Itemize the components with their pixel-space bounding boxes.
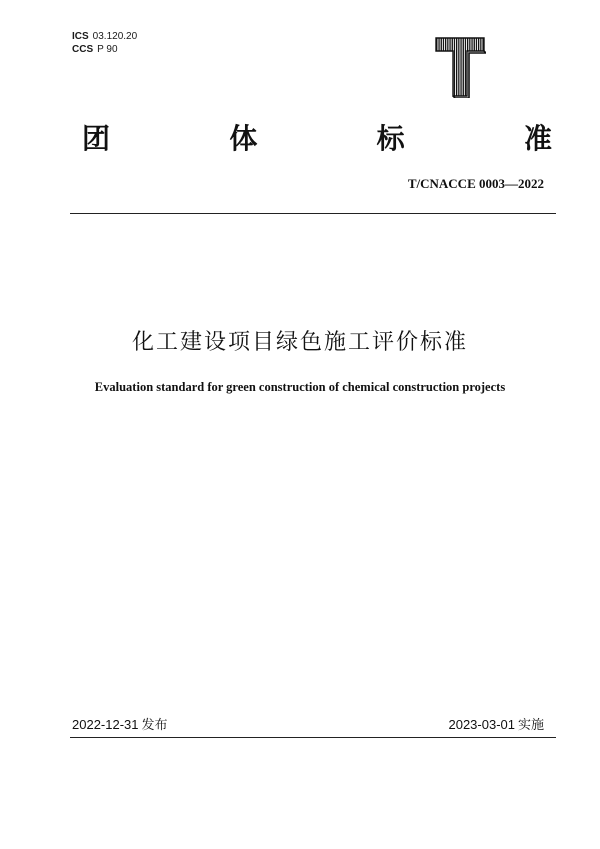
standard-title-english: Evaluation standard for green construction of chemical construction projects <box>94 380 506 394</box>
ics-label: ICS <box>72 31 89 42</box>
bottom-divider <box>70 737 556 738</box>
effective-label: 实施 <box>517 718 544 733</box>
org-title-char: 准 <box>523 122 552 155</box>
standard-title-chinese: 化工建设项目绿色施工评价标准 <box>131 330 468 355</box>
ccs-label: CCS <box>72 44 94 55</box>
standard-number: T/CNACCE 0003—2022 <box>407 176 544 191</box>
effective-date: 2023-03-01 <box>448 717 515 732</box>
ics-code: 03.120.20 <box>92 31 138 42</box>
effective-date-block <box>448 714 544 733</box>
publish-label: 发布 <box>141 718 168 733</box>
org-standard-title <box>82 117 552 157</box>
org-title-char: 体 <box>229 122 258 155</box>
org-title-char: 团 <box>82 122 111 155</box>
hatched-letter-t-icon <box>434 36 486 98</box>
ics-code-row <box>72 30 137 43</box>
classification-codes <box>72 30 137 56</box>
ccs-code-row <box>72 43 137 56</box>
publish-date: 2022-12-31 <box>72 717 139 732</box>
publish-date-block <box>72 714 168 733</box>
ccs-code: P 90 <box>97 44 118 55</box>
org-title-char: 标 <box>376 122 405 155</box>
top-divider <box>70 213 556 214</box>
